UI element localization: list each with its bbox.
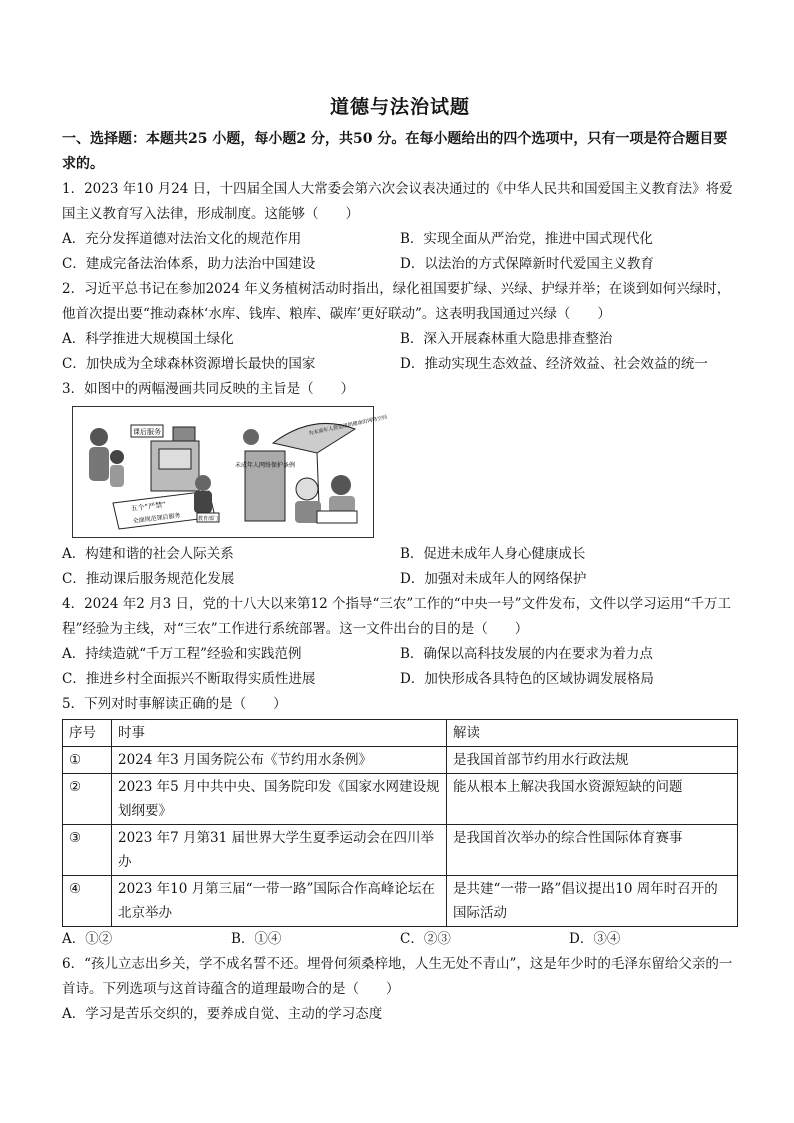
row-reading: 是共建“一带一路”倡议提出10 周年时召开的国际活动 [447, 876, 738, 927]
q2-option-b: B．深入开展森林重大隐患排查整治 [400, 331, 613, 347]
q5-option-d: D．③④ [569, 931, 621, 947]
row-no: ② [63, 774, 112, 825]
label-banner: 全面规范课后服务 [132, 512, 181, 525]
table-row [63, 876, 738, 927]
label-box: 五个“严禁” [130, 500, 167, 513]
question-1-options [62, 227, 738, 277]
q2-option-c: C．加快成为全球森林资源增长最快的国家 [62, 356, 316, 372]
q1-option-c: C．建成完备法治体系，助力法治中国建设 [62, 256, 316, 272]
question-6-stem: 6．“孩儿立志出乡关，学不成名誓不还。埋骨何须桑梓地，人生无处不青山”，这是年少时的毛泽东留给父亲的一首诗。下列选项与这首诗蕴含的道理最吻合的是（ ） [62, 956, 733, 997]
q3-option-d: D．加强对未成年人的网络保护 [400, 571, 587, 587]
section-heading: 一、选择题：本题共25 小题，每小题2 分，共50 分。在每小题给出的四个选项中，只有一项是符合题目要求的。 [62, 131, 728, 172]
q4-option-b: B．确保以高科技发展的内在要求为着力点 [400, 646, 653, 662]
question-5-stem: 5．下列对时事解读正确的是（ ） [62, 696, 287, 712]
row-reading: 能从根本上解决我国水资源短缺的问题 [447, 774, 738, 825]
label-law: 未成年人网络保护条例 [234, 462, 296, 469]
table-row [63, 774, 738, 825]
header-event: 时事 [112, 720, 447, 747]
question-1-stem: 1．2023 年10 月24 日，十四届全国人大常委会第六次会议表决通过的《中华人民共和国爱国主义教育法》将爱国主义教育写入法律，形成制度。这能够（ ） [62, 181, 733, 222]
q1-option-a: A．充分发挥道德对法治文化的规范作用 [62, 231, 302, 247]
question-4-options [62, 642, 738, 692]
q5-option-a: A．①② [62, 931, 113, 947]
question-2-options [62, 327, 738, 377]
q4-option-d: D．加快形成各具特色的区域协调发展格局 [400, 671, 654, 687]
header-no: 序号 [63, 720, 112, 747]
table-header-row [63, 720, 738, 747]
q4-option-c: C．推进乡村全面振兴不断取得实质性进展 [62, 671, 316, 687]
exam-title: 道德与法治试题 [329, 96, 470, 118]
question-3-stem: 3．如图中的两幅漫画共同反映的主旨是（ ） [62, 381, 355, 397]
q4-option-a: A．持续造就“千万工程”经验和实践范例 [62, 646, 302, 662]
left-cartoon [89, 425, 219, 529]
header-reading: 解读 [447, 720, 738, 747]
q3-option-a: A．构建和谐的社会人际关系 [62, 546, 234, 562]
q1-option-b: B．实现全面从严治党，推进中国式现代化 [400, 231, 653, 247]
table-row [63, 747, 738, 774]
label-dept: 教育部门 [197, 516, 219, 522]
q2-option-a: A．科学推进大规模国土绿化 [62, 331, 234, 347]
cartoon-figure [72, 406, 388, 538]
q5-option-b: B．①④ [231, 931, 282, 947]
row-event: 2023 年10 月第三届“一带一路”国际合作高峰论坛在北京举办 [112, 876, 447, 927]
question-2-stem: 2．习近平总书记在参加2024 年义务植树活动时指出，绿化祖国要扩绿、兴绿、护绿并举；在谈到如何兴绿时，他首次提出要“推动森林‘水库、钱库、粮库、碳库’更好联动”。这表明我国通过兴绿（ ） [62, 281, 731, 322]
row-no: ④ [63, 876, 112, 927]
q2-option-d: D．推动实现生态效益、经济效益、社会效益的统一 [400, 356, 708, 372]
row-event: 2023 年5 月中共中央、国务院印发《国家水网建设规划纲要》 [112, 774, 447, 825]
right-cartoon [235, 413, 388, 523]
row-event: 2024 年3 月国务院公布《节约用水条例》 [112, 747, 447, 774]
exam-page [62, 92, 738, 1027]
q5-option-c: C．②③ [400, 931, 451, 947]
current-events-table [62, 719, 738, 927]
row-event: 2023 年7 月第31 届世界大学生夏季运动会在四川举办 [112, 825, 447, 876]
q6-option-a: A．学习是苦乐交织的，要养成自觉、主动的学习态度 [62, 1006, 383, 1022]
question-3-options [62, 542, 738, 592]
q3-option-c: C．推动课后服务规范化发展 [62, 571, 235, 587]
q3-option-b: B．促进未成年人身心健康成长 [400, 546, 586, 562]
label-umbrella: 为未成年人营造清朗健康的网络空间 [308, 414, 388, 437]
label-service: 课后服务 [133, 428, 161, 436]
row-no: ① [63, 747, 112, 774]
table-row [63, 825, 738, 876]
row-reading: 是我国首部节约用水行政法规 [447, 747, 738, 774]
q1-option-d: D．以法治的方式保障新时代爱国主义教育 [400, 256, 654, 272]
row-no: ③ [63, 825, 112, 876]
question-4-stem: 4．2024 年2 月3 日，党的十八大以来第12 个指导“三农”工作的“中央一号”文件发布，文件以学习运用“千万工程”经验为主线，对“三农”工作进行系统部署。这一文件出台的目的是（ ） [62, 596, 731, 637]
cartoon-image [73, 407, 388, 537]
row-reading: 是我国首次举办的综合性国际体育赛事 [447, 825, 738, 876]
question-5-options [62, 927, 738, 952]
